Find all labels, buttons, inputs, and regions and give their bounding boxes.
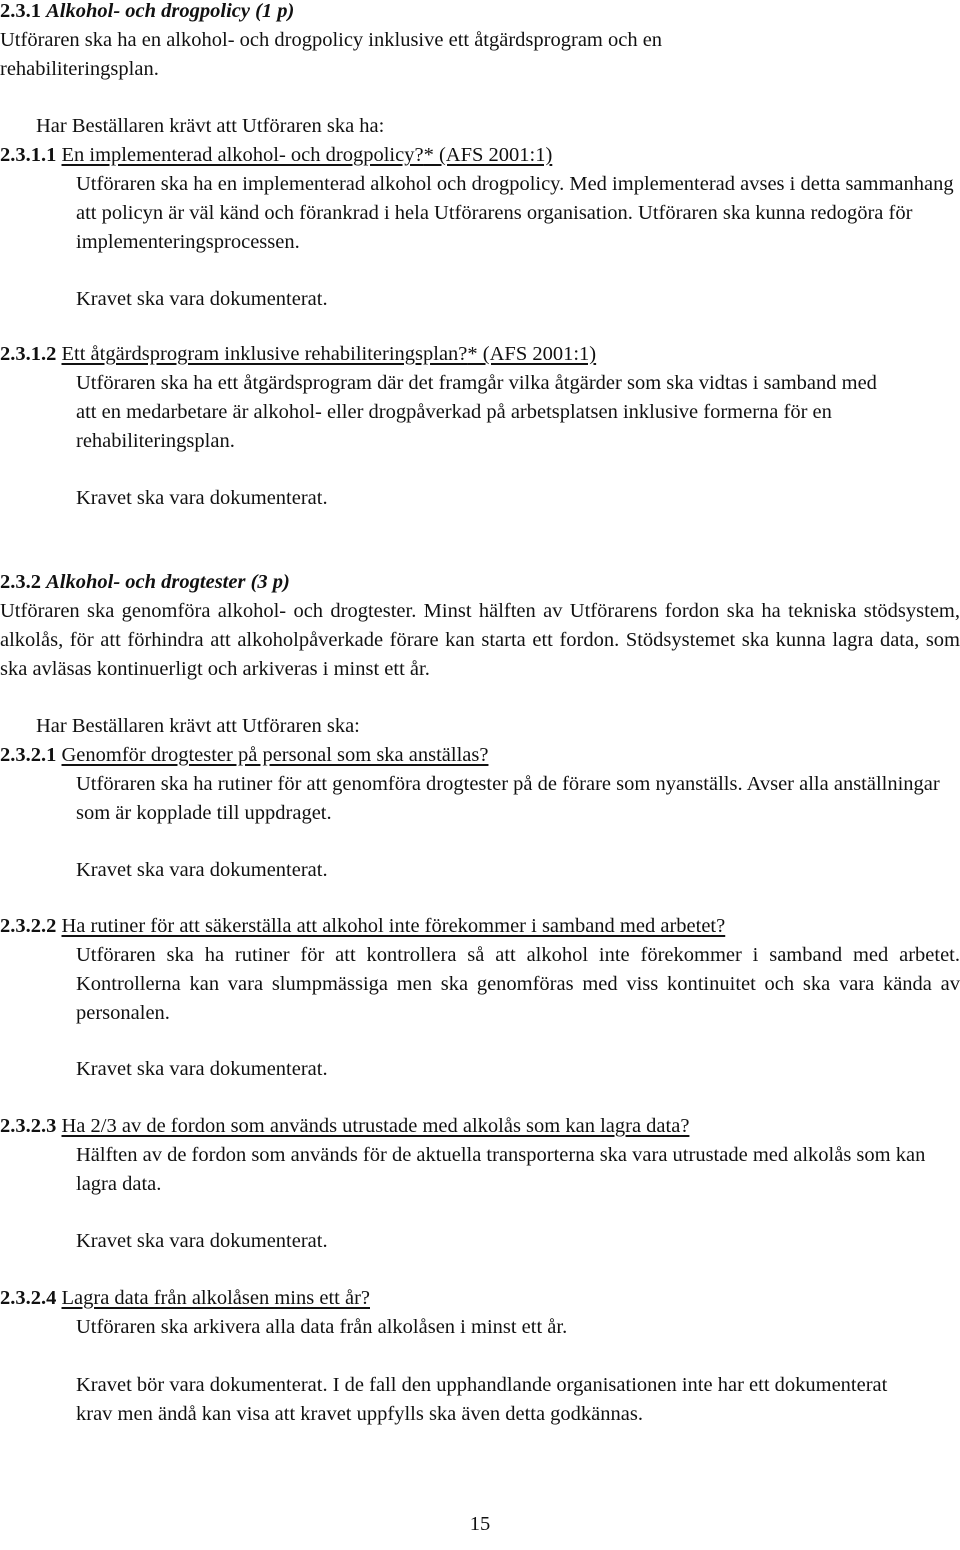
item-question: Ha rutiner för att säkerställa att alkohol inte förekommer i samband med arbetet? — [61, 915, 726, 937]
section-title: Alkohol- och drogpolicy (1 p) — [46, 0, 295, 22]
item-doc-2-3-1-2: Kravet ska vara dokumenterat. — [76, 487, 328, 509]
item-doc-2-3-2-2: Kravet ska vara dokumenterat. — [76, 1058, 328, 1080]
item-heading-2-3-2-4 — [0, 1284, 960, 1313]
item-text-2-3-1-1: Utföraren ska ha en implementerad alkohol och drogpolicy. Med implementerad avses i detta sammanhang att policyn är väl känd och förankrad i hela Utförarens organisation. Utföraren ska kunna redogöra för implementeringsprocessen. — [76, 173, 954, 253]
item-question: Ett åtgärdsprogram inklusive rehabiliteringsplan? — [61, 343, 468, 365]
item-text-2-3-1-2: Utföraren ska ha ett åtgärdsprogram där det framgår vilka åtgärder som ska vidtas i samband med att en medarbetare är alkohol- eller drogpåverkad på arbetsplatsen inklusive formerna för en rehabiliteringsplan. — [76, 372, 877, 452]
item-heading-2-3-2-2 — [0, 912, 960, 941]
page-number: 15 — [469, 1513, 491, 1535]
item-question: Lagra data från alkolåsen mins ett år? — [61, 1287, 370, 1309]
item-heading-2-3-2-1 — [0, 741, 960, 770]
item-heading-2-3-2-3 — [0, 1112, 960, 1141]
lead-text-2-3-1: Har Beställaren krävt att Utföraren ska ha: — [36, 115, 385, 137]
section-title: Alkohol- och drogtester (3 p) — [46, 571, 290, 593]
item-text-2-3-2-2: Utföraren ska ha rutiner för att kontrollera så att alkohol inte förekommer i samband med arbetet. Kontrollerna kan vara slumpmässiga men ska genomföras med viss kontinuitet och ska vara kända av personalen. — [76, 944, 960, 1024]
lead-text-2-3-2: Har Beställaren krävt att Utföraren ska: — [36, 715, 360, 737]
item-heading-2-3-1-2 — [0, 340, 960, 369]
item-doc-2-3-2-3: Kravet ska vara dokumenterat. — [76, 1230, 328, 1252]
item-text-2-3-2-4: Utföraren ska arkivera alla data från alkolåsen i minst ett år. — [76, 1316, 568, 1338]
section-heading-2-3-1 — [0, 0, 960, 26]
item-number: 2.3.2.1 — [0, 744, 57, 766]
item-question: En implementerad alkohol- och drogpolicy? — [61, 144, 424, 166]
section-heading-2-3-2 — [0, 568, 960, 597]
item-question: Genomför drogtester på personal som ska anställas? — [61, 744, 489, 766]
item-reference: * (AFS 2001:1) — [423, 144, 553, 166]
item-doc-2-3-1-1: Kravet ska vara dokumenterat. — [76, 288, 328, 310]
item-reference: * (AFS 2001:1) — [467, 343, 597, 365]
item-text-2-3-2-3: Hälften av de fordon som används för de aktuella transporterna ska vara utrustade med alkolås som kan lagra data. — [76, 1144, 926, 1195]
item-question: Ha 2/3 av de fordon som används utrustade med alkolås som kan lagra data? — [61, 1115, 690, 1137]
item-doc-2-3-2-4: Kravet bör vara dokumenterat. I de fall den upphandlande organisationen inte har ett dokumenterat krav men ändå kan visa att kravet uppfylls ska även detta godkännas. — [76, 1374, 888, 1425]
item-number: 2.3.1.1 — [0, 144, 57, 166]
item-number: 2.3.1.2 — [0, 343, 57, 365]
item-number: 2.3.2.2 — [0, 915, 57, 937]
item-number: 2.3.2.3 — [0, 1115, 57, 1137]
section-number: 2.3.2 — [0, 571, 41, 593]
item-heading-2-3-1-1 — [0, 141, 960, 170]
item-number: 2.3.2.4 — [0, 1287, 57, 1309]
item-text-2-3-2-1: Utföraren ska ha rutiner för att genomföra drogtester på de förare som nyanställs. Avser alla anställningar som är kopplade till uppdraget. — [76, 773, 940, 824]
section-intro-2-3-2: Utföraren ska genomföra alkohol- och drogtester. Minst hälften av Utförarens fordon ska ha tekniska stödsystem, alkolås, för att förhindra att alkoholpåverkade förare kan starta ett fordon. Stödsystemet ska kunna lagra data, som ska avläsas kontinuerligt och arkiveras i minst ett år. — [0, 600, 960, 680]
section-number: 2.3.1 — [0, 0, 41, 22]
section-intro-2-3-1: Utföraren ska ha en alkohol- och drogpolicy inklusive ett åtgärdsprogram och en rehabiliteringsplan. — [0, 29, 663, 80]
item-doc-2-3-2-1: Kravet ska vara dokumenterat. — [76, 859, 328, 881]
